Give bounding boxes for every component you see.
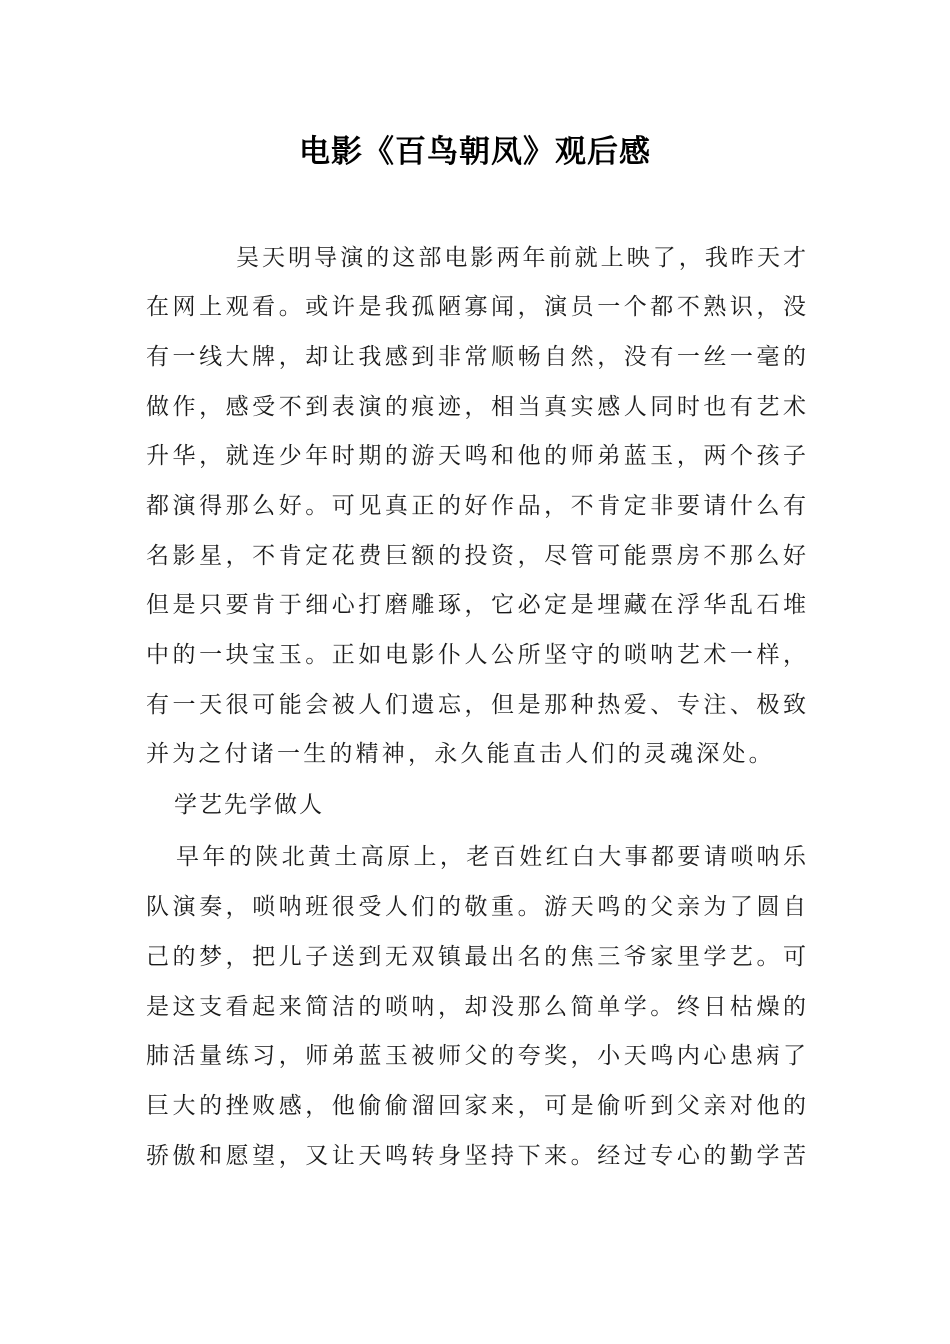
paragraph-line: 是这支看起来简洁的唢呐，却没那么简单学。终日枯燥的 [146,994,806,1020]
section-heading: 学艺先学做人 [174,792,324,818]
paragraph-line: 并为之付诸一生的精神，永久能直击人们的灵魂深处。 [146,741,775,767]
paragraph-line: 骄傲和愿望，又让天鸣转身坚持下来。经过专心的勤学苦 [146,1143,806,1169]
document-title: 电影《百鸟朝凤》观后感 [299,134,651,170]
paragraph-line: 有一天很可能会被人们遗忘，但是那种热爱、专注、极致 [146,692,806,718]
paragraph-line: 有一线大牌，却让我感到非常顺畅自然，没有一丝一毫的 [146,344,806,370]
paragraph-line: 吴天明导演的这部电影两年前就上映了，我昨天才 [236,245,806,271]
paragraph-line: 队演奏，唢呐班很受人们的敬重。游天鸣的父亲为了圆自 [146,894,806,920]
paragraph-line: 中的一块宝玉。正如电影仆人公所坚守的唢呐艺术一样， [146,642,806,668]
paragraph-line: 名影星，不肯定花费巨额的投资，尽管可能票房不那么好 [146,543,806,569]
paragraph-line: 都演得那么好。可见真正的好作品，不肯定非要请什么有 [146,493,806,519]
paragraph-line: 早年的陕北黄土高原上，老百姓红白大事都要请唢呐乐 [176,844,806,870]
paragraph-line: 巨大的挫败感，他偷偷溜回家来，可是偷听到父亲对他的 [146,1093,806,1119]
paragraph-line: 升华，就连少年时期的游天鸣和他的师弟蓝玉，两个孩子 [146,443,806,469]
paragraph-line: 做作，感受不到表演的痕迹，相当真实感人同时也有艺术 [146,394,806,420]
paragraph-line: 但是只要肯于细心打磨雕琢，它必定是埋藏在浮华乱石堆 [146,592,806,618]
paragraph-line: 在网上观看。或许是我孤陋寡闻，演员一个都不熟识，没 [146,294,806,320]
paragraph-line: 肺活量练习，师弟蓝玉被师父的夸奖，小天鸣内心患病了 [146,1043,806,1069]
paragraph-line: 己的梦，把儿子送到无双镇最出名的焦三爷家里学艺。可 [146,944,806,970]
